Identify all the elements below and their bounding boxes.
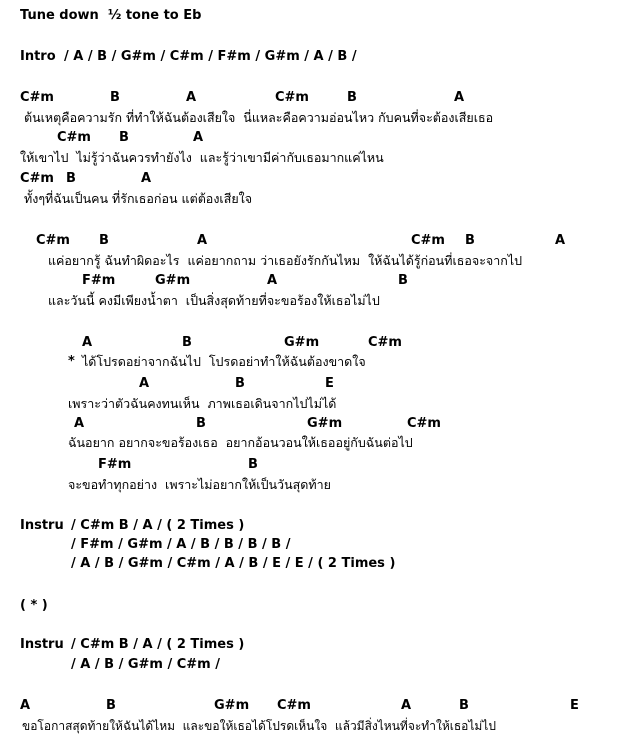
chord: B — [248, 457, 258, 472]
lyric-line: ขอโอกาสสุดท้ายให้ฉันได้ไหม และขอให้เธอได้โปรดเห็นใจ แล้วมีสิ่งไหนที่จะทำให้เธอไม่ไป — [22, 719, 496, 733]
chord: F#m — [82, 273, 116, 288]
chord: A — [555, 233, 566, 248]
chord: A — [267, 273, 278, 288]
chord: C#m — [20, 171, 54, 186]
lyric-line: และวันนี้ คงมีเพียงน้ำตา เป็นสิ่งสุดท้ายที่จะขอร้องให้เธอไม่ไป — [48, 293, 380, 308]
instru-progression: / C#m B / A / ( 2 Times ) — [71, 518, 245, 533]
chord: B — [106, 698, 116, 713]
chord: C#m — [57, 130, 91, 145]
chord: C#m — [368, 335, 402, 350]
lyric-line: จะขอทำทุกอย่าง เพราะไม่อยากให้เป็นวันสุดท้าย — [68, 477, 331, 492]
lyric-line: ต้นเหตุคือความรัก ที่ทำให้ฉันต้องเสียใจ นี่แหละคือความอ่อนไหว กับคนที่จะต้องเสียเธอ — [24, 110, 494, 125]
chord: B — [119, 130, 129, 145]
chord: B — [66, 171, 76, 186]
chord: C#m — [407, 416, 441, 431]
intro-label: Intro — [20, 49, 56, 64]
chord: C#m — [411, 233, 445, 248]
chord: B — [465, 233, 475, 248]
chord: B — [347, 90, 357, 105]
chorus-marker: * — [68, 354, 75, 369]
lyric-line: ฉันอยาก อยากจะขอร้องเธอ อยากอ้อนวอนให้เธออยู่กับฉันต่อไป — [68, 435, 413, 450]
instru-progression: / A / B / G#m / C#m / — [71, 657, 221, 672]
lyric-line: เพราะว่าตัวฉันคงทนเห็น ภาพเธอเดินจากไปไม่ได้ — [68, 396, 337, 411]
chord: A — [401, 698, 412, 713]
chord: C#m — [20, 90, 54, 105]
chord: A — [20, 698, 31, 713]
chord: C#m — [275, 90, 309, 105]
lyric-line: ให้เขาไป ไม่รู้ว่าฉันควรทำยังไง และรู้ว่าเขามีค่ากับเธอมากแค่ไหน — [20, 150, 384, 165]
chord: B — [398, 273, 408, 288]
chord: B — [110, 90, 120, 105]
chord: G#m — [284, 335, 320, 350]
chord: A — [193, 130, 204, 145]
intro-progression: / A / B / G#m / C#m / F#m / G#m / A / B / — [64, 49, 357, 64]
chord: F#m — [98, 457, 132, 472]
instru-label: Instru — [20, 637, 64, 652]
chord: C#m — [277, 698, 311, 713]
chord: B — [459, 698, 469, 713]
instru-progression: / F#m / G#m / A / B / B / B / B / — [71, 537, 291, 552]
instru-label: Instru — [20, 518, 64, 533]
chord: A — [186, 90, 197, 105]
chord: A — [74, 416, 85, 431]
chord: C#m — [36, 233, 70, 248]
chord: E — [325, 376, 334, 391]
lyric-line: ทั้งๆที่ฉันเป็นคน ที่รักเธอก่อน แต่ต้องเสียใจ — [24, 191, 253, 206]
lyric-line: แค่อยากรู้ ฉันทำผิดอะไร แค่อยากถาม ว่าเธอยังรักกันไหม ให้ฉันได้รู้ก่อนที่เธอจะจากไป — [48, 253, 523, 268]
chord: B — [99, 233, 109, 248]
chord: G#m — [155, 273, 191, 288]
chord: A — [454, 90, 465, 105]
instru-progression: / A / B / G#m / C#m / A / B / E / E / ( 2 Times ) — [71, 556, 396, 571]
chord: G#m — [307, 416, 343, 431]
chord: B — [182, 335, 192, 350]
lyric-line: ได้โปรดอย่าจากฉันไป โปรดอย่าทำให้ฉันต้องขาดใจ — [78, 354, 366, 369]
chord: A — [139, 376, 150, 391]
chord: E — [570, 698, 579, 713]
chord: A — [141, 171, 152, 186]
chord: G#m — [214, 698, 250, 713]
tuning-note: Tune down ½ tone to Eb — [20, 8, 202, 23]
chord: A — [82, 335, 93, 350]
repeat-chorus-marker: ( * ) — [20, 598, 48, 613]
instru-progression: / C#m B / A / ( 2 Times ) — [71, 637, 245, 652]
chord: B — [196, 416, 206, 431]
chord: B — [235, 376, 245, 391]
chord: A — [197, 233, 208, 248]
